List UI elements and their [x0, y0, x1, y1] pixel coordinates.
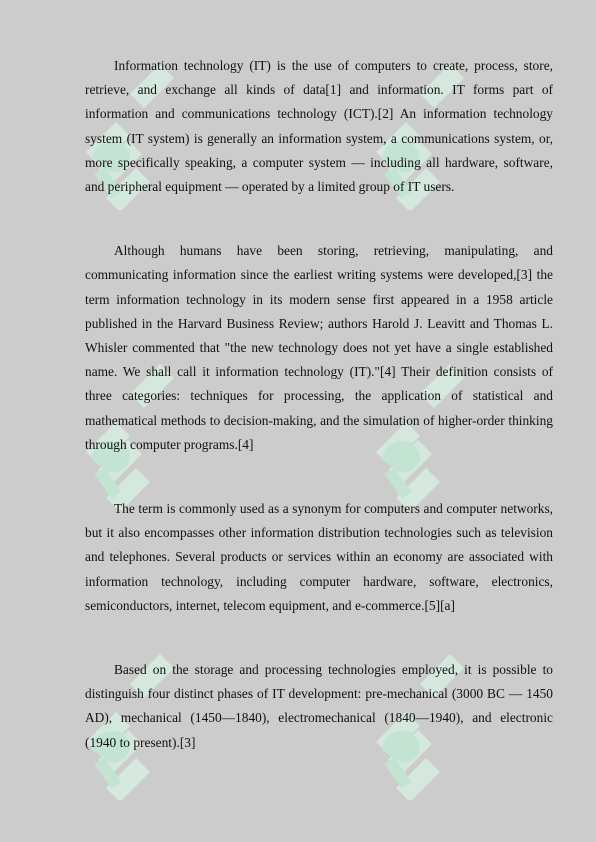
- document-body: [85, 54, 553, 755]
- paragraph-1: Information technology (IT) is the use of computers to create, process, store, retrieve, and exchange all kinds of data[1] and information. IT forms part of information and communications technology (ICT).[2] An information technology system (IT system) is generally an information system, a communications system, or, more specifically speaking, a computer system — including all hardware, software, and peripheral equipment — operated by a limited group of IT users.: [85, 58, 553, 195]
- paragraph-3: The term is commonly used as a synonym for computers and computer networks, but it also encompasses other information distribution technologies such as television and telephones. Several products or services within an economy are associated with information technology, including computer hardware, software, electronics, semiconductors, internet, telecom equipment, and e-commerce.[5][a]: [85, 501, 553, 613]
- paragraph-2: Although humans have been storing, retrieving, manipulating, and communicating information since the earliest writing systems were developed,[3] the term information technology in its modern sense first appeared in a 1958 article published in the Harvard Business Review; authors Harold J. Leavitt and Thomas L. Whisler commented that "the new technology does not yet have a single established name. We shall call it information technology (IT)."[4] Their definition consists of three categories: techniques for processing, the application of statistical and mathematical methods to decision-making, and the simulation of higher-order thinking through computer programs.[4]: [85, 243, 553, 452]
- paragraph-4: Based on the storage and processing technologies employed, it is possible to distinguish four distinct phases of IT development: pre-mechanical (3000 BC — 1450 AD), mechanical (1450—1840), electromechanical (1840—1940), and electronic (1940 to present).[3]: [85, 662, 553, 750]
